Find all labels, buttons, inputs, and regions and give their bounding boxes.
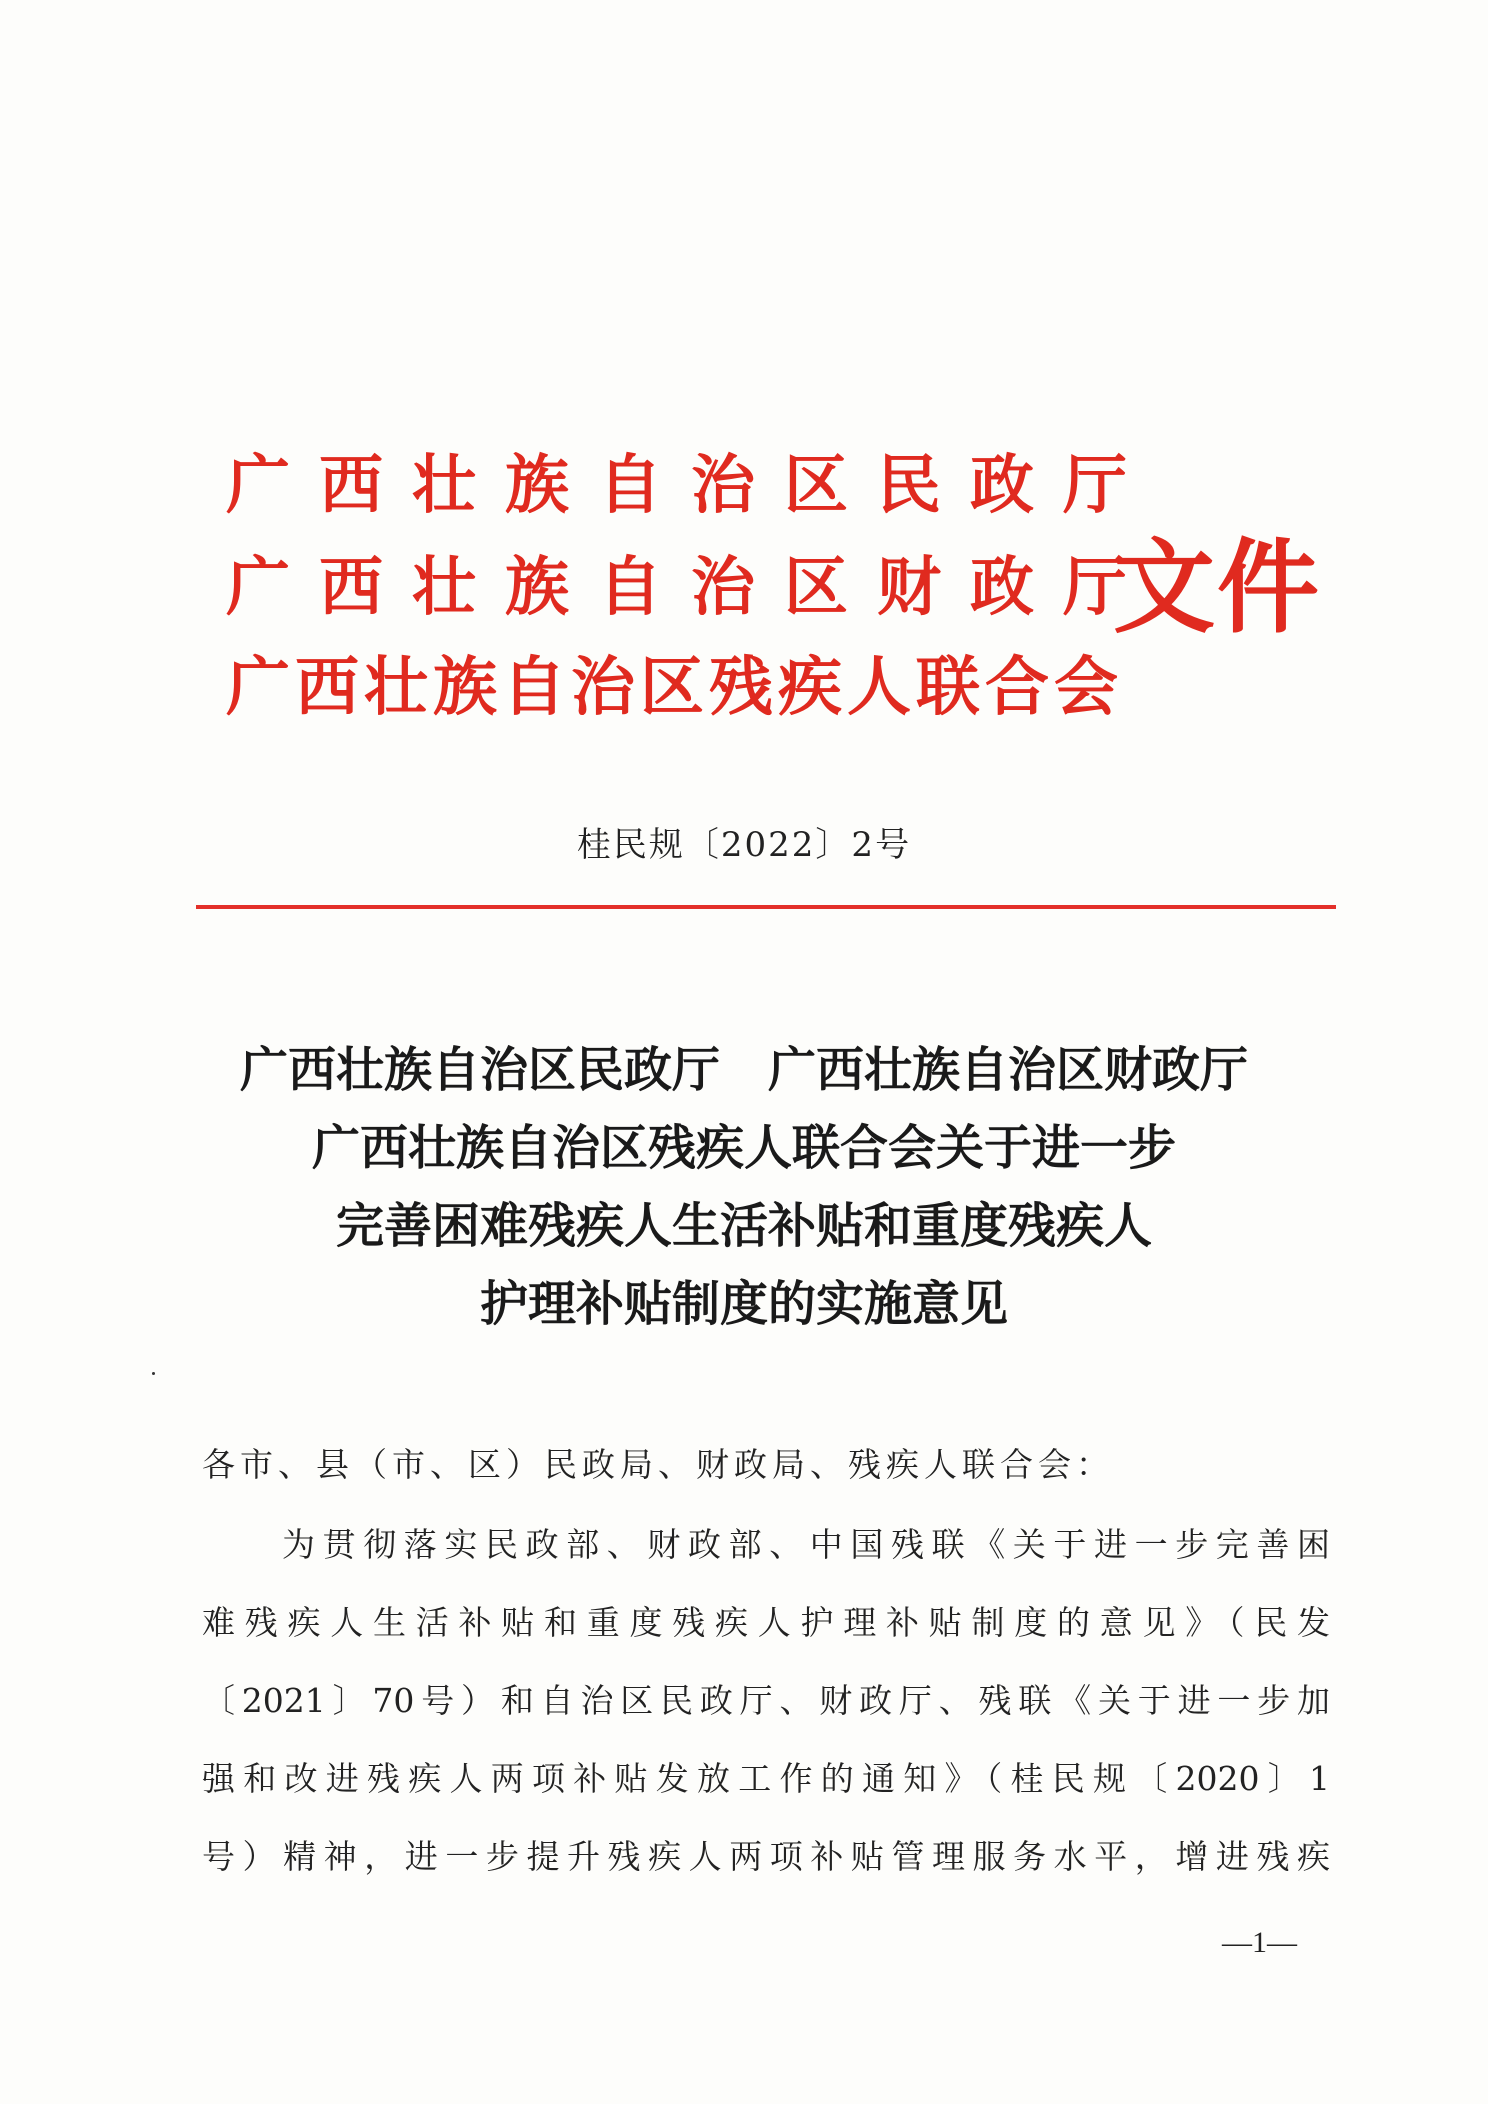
body-text-line: 〔2021〕70号）和自治区民政厅、财政厅、残联《关于进一步加 <box>202 1681 1330 1720</box>
body-text-line: 为贯彻落实民政部、财政部、中国残联《关于进一步完善困 <box>282 1525 1330 1564</box>
page-number: —1— <box>1222 1926 1297 1959</box>
body-text-line: 号）精神，进一步提升残疾人两项补贴管理服务水平，增进残疾 <box>202 1837 1330 1876</box>
document-number: 桂民规〔2022〕2号 <box>576 825 912 865</box>
issuer-disabled-persons-federation: 广西壮族自治区残疾人联合会 <box>226 650 1123 725</box>
title-line: 广西壮族自治区残疾人联合会关于进一步 <box>311 1120 1176 1176</box>
issuer-civil-affairs: 广西壮族自治区民政厅 <box>226 448 1156 523</box>
title-line: 广西壮族自治区民政厅 广西壮族自治区财政厅 <box>239 1042 1248 1098</box>
title-line: 护理补贴制度的实施意见 <box>479 1276 1008 1332</box>
addressee-line: 各市、县（市、区）民政局、财政局、残疾人联合会： <box>202 1445 1114 1484</box>
body-text-line: 强和改进残疾人两项补贴发放工作的通知》（桂民规〔2020〕1 <box>202 1759 1330 1798</box>
body-text-line: 难残疾人生活补贴和重度残疾人护理补贴制度的意见》（民发 <box>202 1603 1330 1642</box>
document-label: 文件 <box>1113 528 1321 648</box>
red-separator-line <box>196 905 1336 909</box>
issuer-finance: 广西壮族自治区财政厅 <box>226 550 1156 625</box>
title-line: 完善困难残疾人生活补贴和重度残疾人 <box>335 1198 1152 1254</box>
scan-speck <box>152 1372 155 1375</box>
